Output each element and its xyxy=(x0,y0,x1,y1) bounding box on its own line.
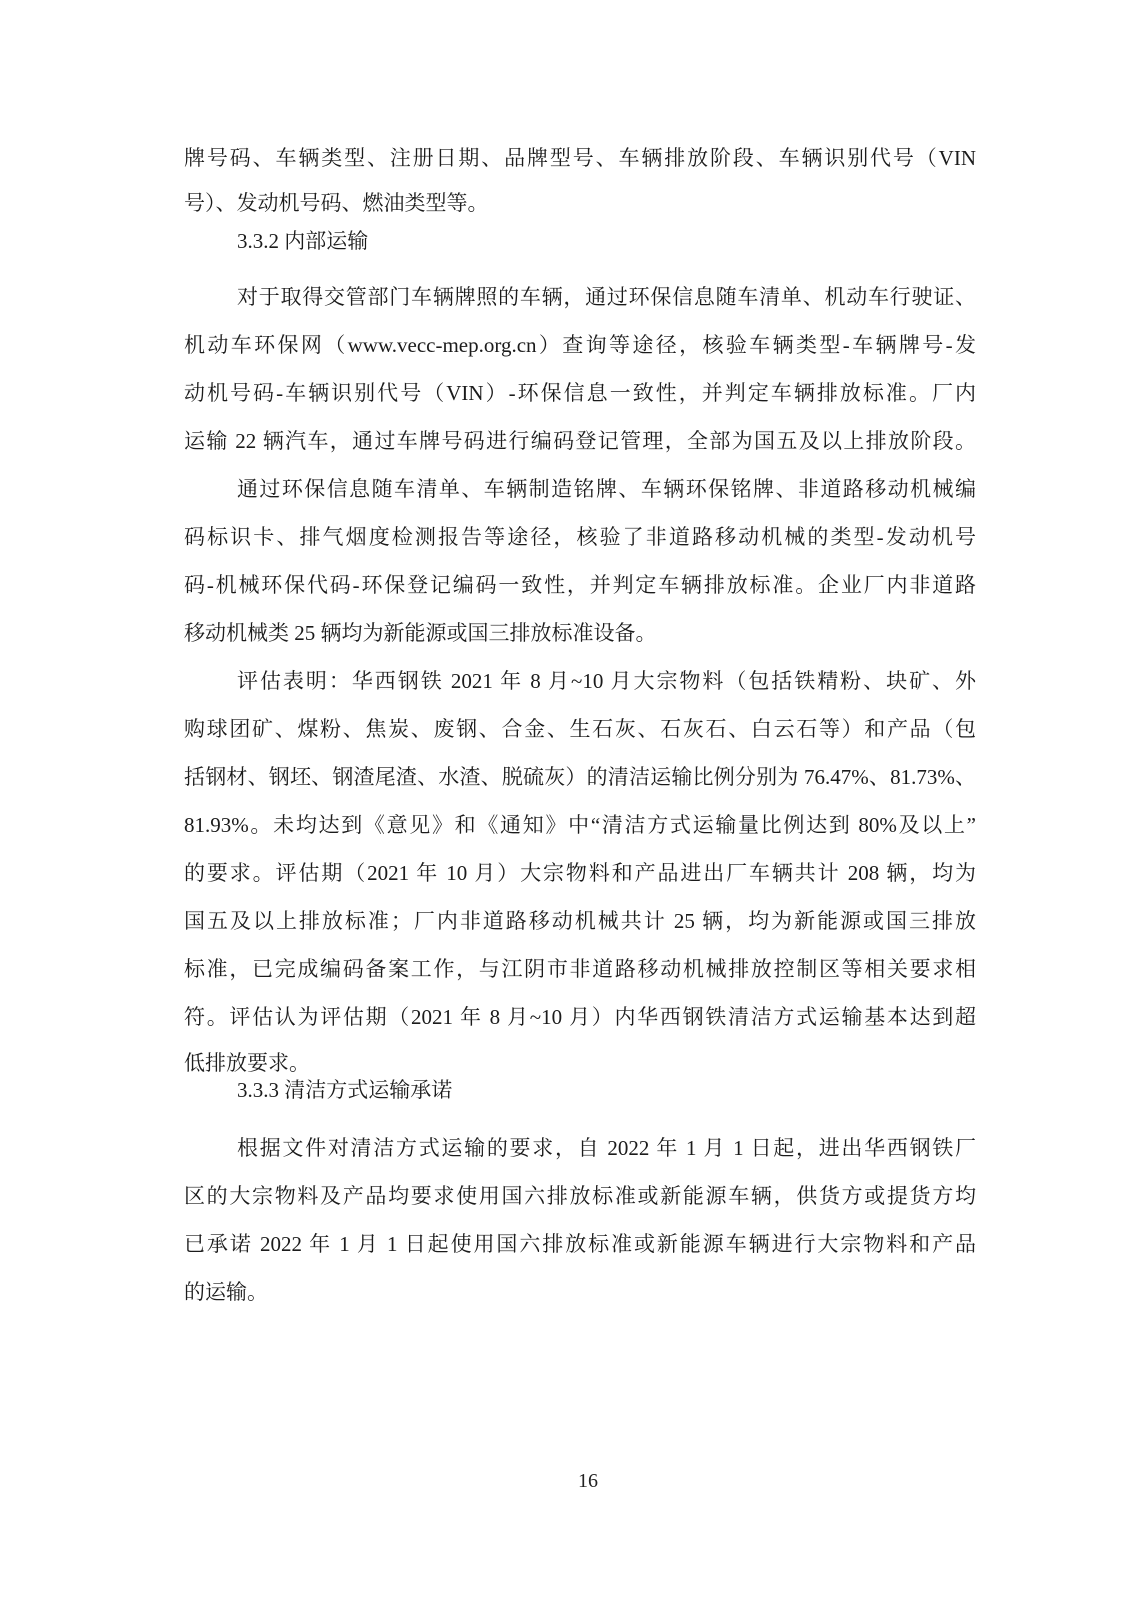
section-heading-332: 3.3.2 内部运输 xyxy=(237,229,369,253)
intro-paragraph xyxy=(184,136,976,226)
paragraph-internal-transport-2 xyxy=(184,465,976,657)
page-number: 16 xyxy=(578,1470,598,1492)
body-line: 码标识卡、排气烟度检测报告等途径，核验了非道路移动机械的类型-发动机号 xyxy=(184,525,976,549)
page-content xyxy=(184,0,976,1316)
paragraph-assessment xyxy=(184,657,976,1086)
body-line: 牌号码、车辆类型、注册日期、品牌型号、车辆排放阶段、车辆识别代号（VIN xyxy=(184,146,976,170)
body-line: 机动车环保网（www.vecc-mep.org.cn）查询等途径，核验车辆类型-车辆牌号-发 xyxy=(184,333,976,357)
body-line: 评估表明：华西钢铁 2021 年 8 月~10 月大宗物料（包括铁精粉、块矿、外 xyxy=(237,669,976,693)
section-heading-333: 3.3.3 清洁方式运输承诺 xyxy=(237,1078,453,1102)
body-line: 移动机械类 25 辆均为新能源或国三排放标准设备。 xyxy=(184,621,657,645)
body-line: 符。评估认为评估期（2021 年 8 月~10 月）内华西钢铁清洁方式运输基本达到超 xyxy=(184,1005,976,1029)
body-line: 标准，已完成编码备案工作，与江阴市非道路移动机械排放控制区等相关要求相 xyxy=(184,957,976,981)
body-line: 的要求。评估期（2021 年 10 月）大宗物料和产品进出厂车辆共计 208 辆，均为 xyxy=(184,861,976,885)
paragraph-internal-transport-1 xyxy=(184,273,976,465)
body-line: 号）、发动机号码、燃油类型等。 xyxy=(184,191,489,215)
body-line: 动机号码-车辆识别代号（VIN）-环保信息一致性，并判定车辆排放标准。厂内 xyxy=(184,381,976,405)
body-line: 国五及以上排放标准；厂内非道路移动机械共计 25 辆，均为新能源或国三排放 xyxy=(184,909,976,933)
body-line: 运输 22 辆汽车，通过车牌号码进行编码登记管理，全部为国五及以上排放阶段。 xyxy=(184,429,976,453)
body-line: 根据文件对清洁方式运输的要求，自 2022 年 1 月 1 日起，进出华西钢铁厂 xyxy=(237,1136,976,1160)
body-line: 码-机械环保代码-环保登记编码一致性，并判定车辆排放标准。企业厂内非道路 xyxy=(184,573,976,597)
body-line: 81.93%。未均达到《意见》和《通知》中“清洁方式运输量比例达到 80%及以上” xyxy=(184,813,976,837)
body-line: 已承诺 2022 年 1 月 1 日起使用国六排放标准或新能源车辆进行大宗物料和产品 xyxy=(184,1232,976,1256)
body-line: 对于取得交管部门车辆牌照的车辆，通过环保信息随车清单、机动车行驶证、 xyxy=(237,285,976,309)
body-line: 的运输。 xyxy=(184,1280,268,1304)
body-line: 括钢材、钢坯、钢渣尾渣、水渣、脱硫灰）的清洁运输比例分别为 76.47%、81.73%、 xyxy=(184,765,976,789)
body-line: 购球团矿、煤粉、焦炭、废钢、合金、生石灰、石灰石、白云石等）和产品（包 xyxy=(184,717,976,741)
paragraph-commitment xyxy=(184,1124,976,1316)
body-line: 低排放要求。 xyxy=(184,1051,310,1075)
body-line: 通过环保信息随车清单、车辆制造铭牌、车辆环保铭牌、非道路移动机械编 xyxy=(237,477,976,501)
body-line: 区的大宗物料及产品均要求使用国六排放标准或新能源车辆，供货方或提货方均 xyxy=(184,1184,976,1208)
